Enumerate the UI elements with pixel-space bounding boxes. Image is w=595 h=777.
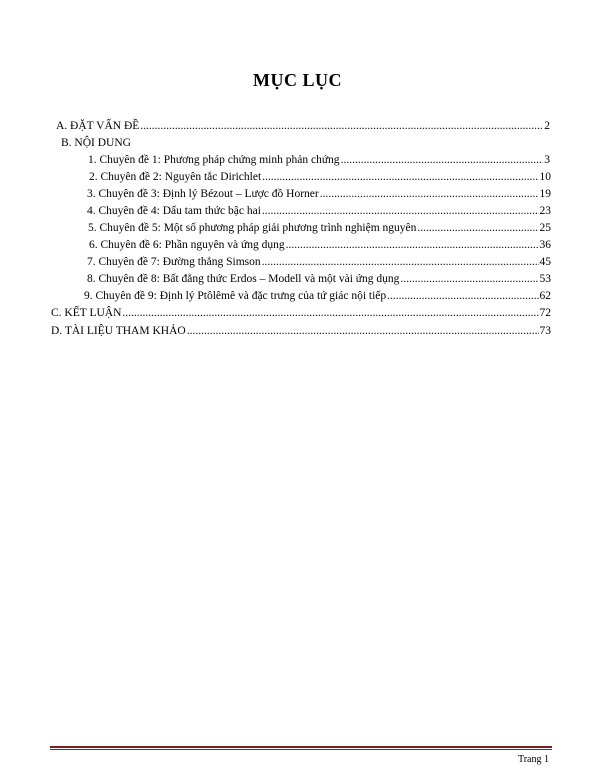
toc-entry-4[interactable] xyxy=(87,204,551,218)
toc-entry-a[interactable] xyxy=(56,119,550,133)
toc-page-number: 73 xyxy=(539,325,551,337)
toc-page-number: 3 xyxy=(544,154,550,166)
toc-entry-label: 1. Chuyên đề 1: Phương pháp chứng minh phản chứng xyxy=(88,154,340,166)
toc-entry-label: 5. Chuyên đề 5: Một số phương pháp giải phương trình nghiệm nguyên xyxy=(88,222,417,234)
toc-page-number: 2 xyxy=(544,120,550,132)
toc-leader-dots xyxy=(262,255,539,269)
toc-page-number: 23 xyxy=(539,205,551,217)
toc-leader-dots xyxy=(400,272,538,286)
toc-leader-dots xyxy=(286,238,539,252)
toc-entry-label: B. NỘI DUNG xyxy=(61,137,131,149)
toc-leader-dots xyxy=(387,289,538,303)
toc-leader-dots xyxy=(122,306,538,320)
toc-leader-dots xyxy=(262,170,538,184)
toc-entry-3[interactable] xyxy=(87,187,551,201)
toc-entry-9[interactable] xyxy=(84,289,551,303)
toc-page-number: 53 xyxy=(539,273,551,285)
toc-entry-b[interactable] xyxy=(61,136,131,150)
toc-page-number: 10 xyxy=(539,171,551,183)
toc-entry-8[interactable] xyxy=(87,272,551,286)
toc-entry-label: 4. Chuyên đề 4: Dấu tam thức bậc hai xyxy=(87,205,261,217)
toc-page-number: 25 xyxy=(539,222,551,234)
toc-page-number: 62 xyxy=(539,290,551,302)
toc-entry-c[interactable] xyxy=(51,306,551,320)
toc-entry-label: 9. Chuyên đề 9: Định lý Ptôlêmê và đặc trưng của tứ giác nội tiếp xyxy=(84,290,387,302)
toc-entry-7[interactable] xyxy=(87,255,551,269)
toc-entry-label: 6. Chuyên đề 6: Phần nguyên và ứng dụng xyxy=(89,239,285,251)
toc-page-number: 19 xyxy=(539,188,551,200)
toc-entry-label: 2. Chuyên đề 2: Nguyên tắc Dirichlet xyxy=(89,171,262,183)
toc-entry-d[interactable] xyxy=(51,324,551,338)
footer-rule-thin xyxy=(50,749,552,750)
toc-entry-label: C. KẾT LUẬN xyxy=(51,307,122,319)
footer-rule xyxy=(50,746,552,748)
toc-entry-label: 3. Chuyên đề 3: Định lý Bézout – Lược đồ Horner xyxy=(87,188,319,200)
page-title: MỤC LỤC xyxy=(253,70,342,90)
toc-leader-dots xyxy=(140,119,543,133)
toc-page-number: 36 xyxy=(539,239,551,251)
toc-entry-label: 8. Chuyên đề 8: Bất đẳng thức Erdos – Modell và một vài ứng dụng xyxy=(87,273,400,285)
toc-entry-1[interactable] xyxy=(88,153,550,167)
toc-leader-dots xyxy=(341,153,544,167)
toc-leader-dots xyxy=(187,324,539,338)
footer-page-number: Trang 1 xyxy=(517,754,549,765)
toc-page-number: 72 xyxy=(539,307,551,319)
toc-entry-6[interactable] xyxy=(89,238,551,252)
toc-page-number: 45 xyxy=(539,256,551,268)
toc-entry-2[interactable] xyxy=(89,170,551,184)
toc-entry-label: 7. Chuyên đề 7: Đường thẳng Simson xyxy=(87,256,261,268)
toc-leader-dots xyxy=(320,187,539,201)
toc-entry-label: D. TÀI LIỆU THAM KHẢO xyxy=(51,325,186,337)
toc-leader-dots xyxy=(262,204,539,218)
toc-entry-label: A. ĐẶT VẤN ĐỀ xyxy=(56,120,140,132)
toc-entry-5[interactable] xyxy=(88,221,551,235)
toc-leader-dots xyxy=(417,221,538,235)
